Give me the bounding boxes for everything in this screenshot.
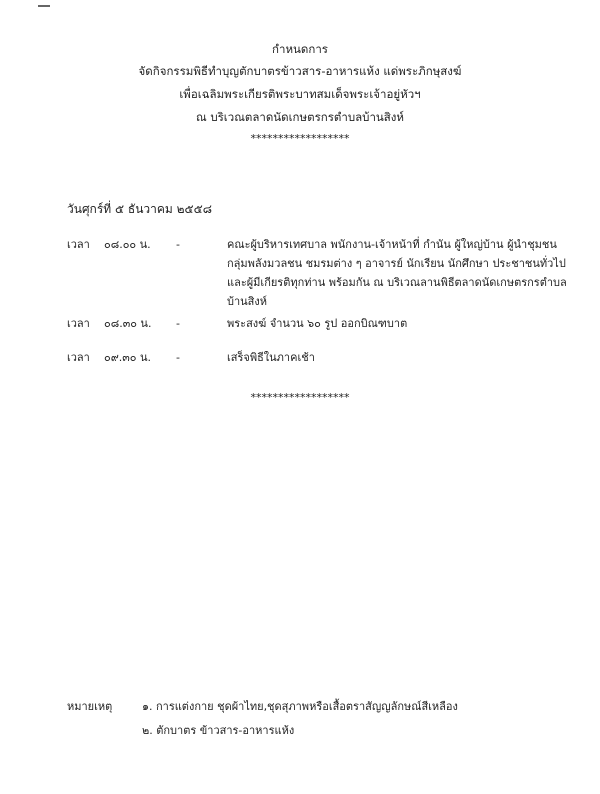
time-value: ๐๘.๓๐ น.	[104, 317, 152, 330]
schedule-description	[227, 348, 567, 367]
time-value: ๐๘.๐๐ น.	[104, 238, 151, 251]
schedule-description	[227, 235, 567, 311]
time-label: เวลา	[67, 317, 90, 330]
notes-title: หมายเหตุ	[67, 700, 113, 713]
schedule-description	[227, 314, 567, 333]
header-stars: ******************	[250, 132, 350, 145]
dash: -	[176, 351, 180, 364]
desc-line: และผู้มีเกียรติทุกท่าน พร้อมกัน ณ บริเวณลานพิธีตลาดนัดเกษตรกรตำบล	[227, 276, 567, 289]
footer-stars: ******************	[250, 391, 350, 404]
desc-line: พระสงฆ์ จำนวน ๖๐ รูป ออกบิณฑบาต	[227, 317, 408, 330]
desc-line: บ้านสิงห์	[227, 295, 268, 308]
desc-line: กลุ่มพลังมวลชน ชมรมต่าง ๆ อาจารย์ นักเรียน นักศึกษา ประชาชนทั่วไป	[227, 257, 566, 270]
time-label: เวลา	[67, 238, 90, 251]
desc-line: คณะผู้บริหารเทศบาล พนักงาน-เจ้าหน้าที่ กำนัน ผู้ใหญ่บ้าน ผู้นำชุมชน	[227, 238, 557, 251]
doc-title: กำหนดการ	[272, 42, 328, 56]
desc-line: เสร็จพิธีในภาคเช้า	[227, 351, 315, 364]
doc-location: ณ บริเวณตลาดนัดเกษตรกรตำบลบ้านสิงห์	[196, 110, 404, 124]
doc-subtitle-2: เพื่อเฉลิมพระเกียรติพระบาทสมเด็จพระเจ้าอยู่หัวฯ	[179, 87, 421, 101]
time-value: ๐๙.๓๐ น.	[104, 351, 152, 364]
note-item: ๑. การแต่งกาย ชุดผ้าไทย,ชุดสุภาพหรือเสื้อตราสัญญลักษณ์สีเหลือง	[142, 700, 458, 713]
time-label: เวลา	[67, 351, 90, 364]
doc-subtitle-1: จัดกิจกรรมพิธีทำบุญตักบาตรข้าวสาร-อาหารแห้ง แด่พระภิกษุสงฆ์	[138, 64, 462, 78]
event-date: วันศุกร์ที่ ๕ ธันวาคม ๒๕๕๘	[67, 202, 212, 216]
corner-mark	[38, 5, 50, 7]
note-item: ๒. ตักบาตร ข้าวสาร-อาหารแห้ง	[142, 724, 295, 737]
dash: -	[176, 238, 180, 251]
dash: -	[176, 317, 180, 330]
